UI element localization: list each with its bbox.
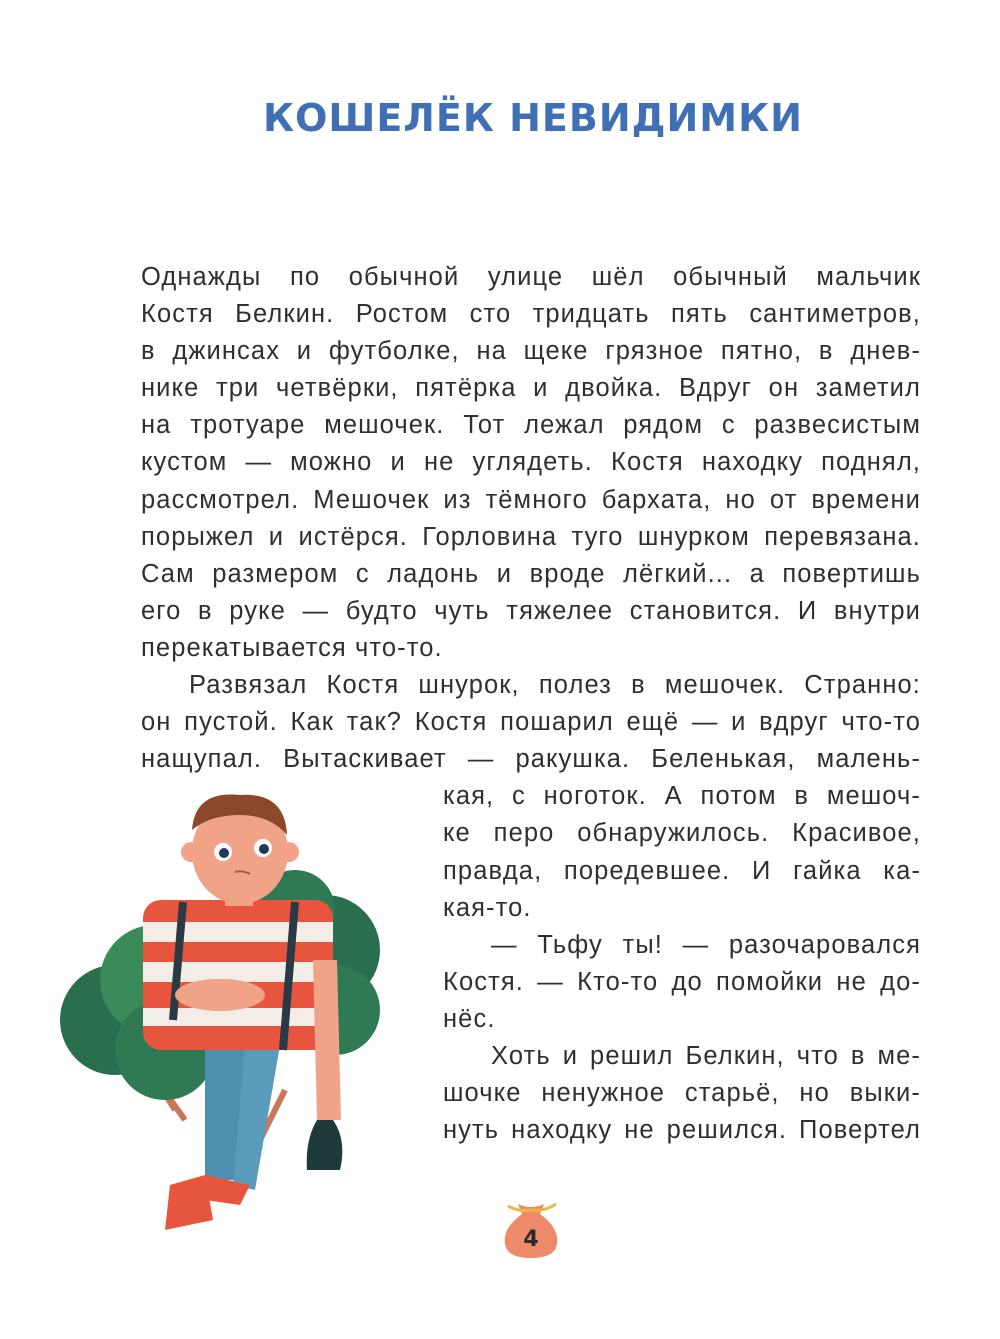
boy-illustration: [55, 790, 395, 1240]
text-line: шочке ненужное старьё, но выки-: [443, 1079, 921, 1108]
text-line: он пустой. Как так? Костя пошарил ещё — и вдруг что-то: [141, 708, 921, 737]
text-line: нике три четвёрки, пятёрка и двойка. Вдруг он заметил: [141, 374, 921, 403]
text-line: Хоть и решил Белкин, что в ме-: [491, 1041, 921, 1070]
chapter-title: КОШЕЛЁК НЕВИДИМКИ: [263, 96, 803, 140]
text-line: кустом — можно и не углядеть. Костя находку поднял,: [141, 448, 921, 477]
text-line: правда, поредевшее. И гайка ка-: [443, 856, 921, 885]
text-line: кая, с ноготок. А потом в мешоч-: [443, 782, 921, 811]
text-line: кая-то.: [443, 893, 532, 922]
text-line: ке перо обнаружилось. Красивое,: [443, 819, 921, 848]
text-line: перекатывается что-то.: [141, 633, 443, 662]
text-line: его в руке — будто чуть тяжелее становится. И внутри: [141, 596, 921, 625]
text-line: — Тьфу ты! — разочаровался: [491, 930, 921, 959]
text-line: нёс.: [443, 1004, 496, 1033]
text-line: на тротуаре мешочек. Тот лежал рядом с развесистым: [141, 411, 921, 440]
page-number: 4: [523, 1227, 539, 1252]
text-line: Сам размером с ладонь и вроде лёгкий... а повертишь: [141, 559, 921, 588]
text-line: нащупал. Вытаскивает — ракушка. Беленькая, малень-: [141, 745, 921, 774]
text-line: Развязал Костя шнурок, полез в мешочек. Странно:: [189, 671, 921, 700]
text-line: нуть находку не решился. Повертел: [443, 1116, 921, 1145]
text-line: рассмотрел. Мешочек из тёмного бархата, но от времени: [141, 485, 921, 514]
text-line: Костя. — Кто-то до помойки не до-: [443, 967, 921, 996]
text-line: Однажды по обычной улице шёл обычный мальчик: [141, 263, 921, 291]
text-line: Костя Белкин. Ростом сто тридцать пять сантиметров,: [141, 300, 921, 329]
page-number-bag-icon: [496, 1190, 566, 1260]
text-line: в джинсах и футболке, на щеке грязное пятно, в днев-: [141, 337, 921, 366]
text-line: порыжел и истёрся. Горловина туго шнурком перевязана.: [141, 522, 921, 551]
